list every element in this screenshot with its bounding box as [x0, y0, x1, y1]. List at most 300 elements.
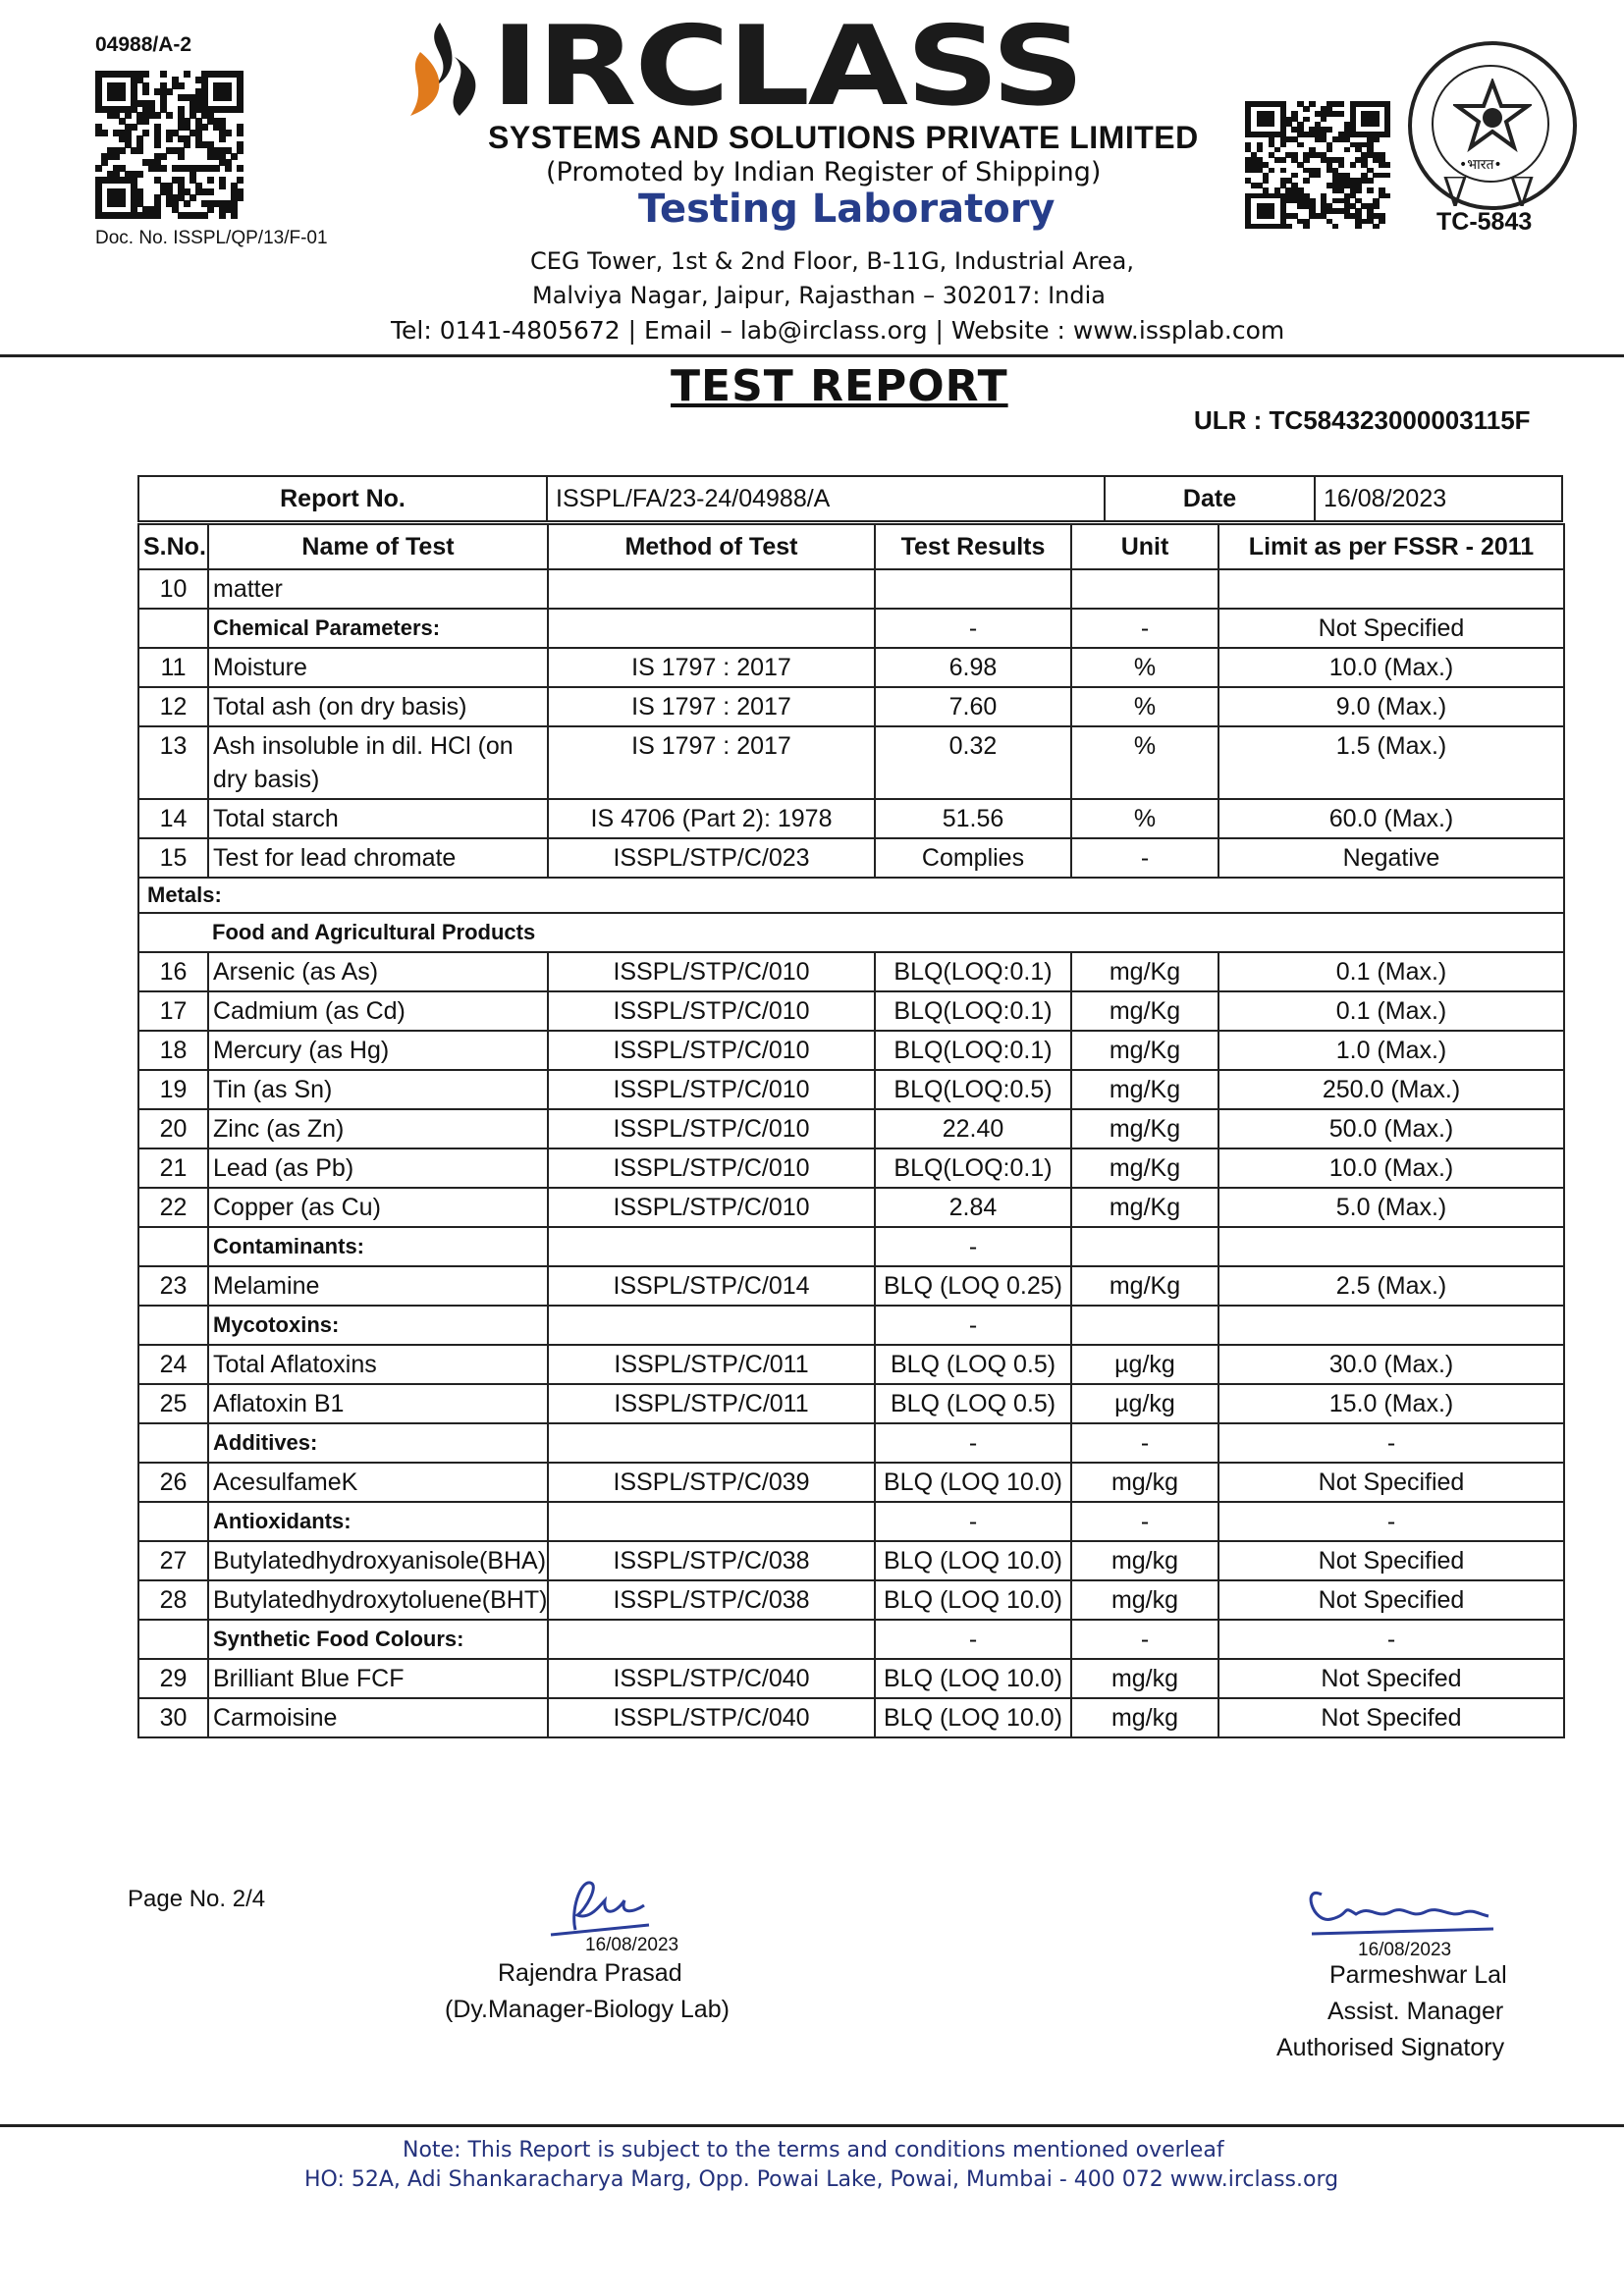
table-cell-name: Mercury (as Hg) — [208, 1031, 548, 1070]
table-cell-result: BLQ (LOQ 10.0) — [875, 1659, 1071, 1698]
table-cell-method: IS 1797 : 2017 — [548, 648, 875, 687]
table-cell-name: Carmoisine — [208, 1698, 548, 1737]
table-cell-unit: % — [1071, 648, 1218, 687]
table-cell-limit: Negative — [1218, 838, 1564, 878]
table-cell-method — [548, 1502, 875, 1541]
table-cell-unit: mg/Kg — [1071, 1070, 1218, 1109]
qr-module — [160, 71, 167, 78]
table-cell-method: ISSPL/STP/C/010 — [548, 1031, 875, 1070]
table-cell-limit: - — [1218, 1620, 1564, 1659]
table-cell-sno — [138, 1423, 208, 1463]
qr-module — [201, 212, 208, 219]
qr-module — [1263, 178, 1269, 184]
qr-module — [178, 82, 185, 89]
table-cell-name: Melamine — [208, 1266, 548, 1306]
category-row — [138, 1227, 1564, 1266]
qr-module — [1257, 147, 1263, 153]
qr-module — [219, 183, 226, 189]
qr-module — [219, 135, 226, 142]
table-cell-sno: 12 — [138, 687, 208, 726]
signatory2-designation: Assist. Manager — [1327, 1998, 1504, 2025]
table-cell-method: ISSPL/STP/C/010 — [548, 991, 875, 1031]
qr-module — [237, 177, 244, 184]
table-cell-result: - — [875, 1620, 1071, 1659]
qr-module — [1367, 178, 1373, 184]
table-cell-result: BLQ (LOQ 10.0) — [875, 1541, 1071, 1580]
table-cell-sno: 28 — [138, 1580, 208, 1620]
qr-module — [178, 153, 185, 160]
qr-module — [154, 141, 161, 148]
table-cell-name: Brilliant Blue FCF — [208, 1659, 548, 1698]
subsection-row — [138, 913, 1564, 952]
table-cell-unit — [1071, 1227, 1218, 1266]
table-cell-result: 2.84 — [875, 1188, 1071, 1227]
table-cell-result: 6.98 — [875, 648, 1071, 687]
signatory2-role: Authorised Signatory — [1276, 2034, 1505, 2061]
table-cell-method: ISSPL/STP/C/011 — [548, 1384, 875, 1423]
table-cell-name: Moisture — [208, 648, 548, 687]
qr-module — [1384, 173, 1390, 179]
qr-module — [1373, 136, 1379, 142]
table-cell-category: Additives: — [208, 1423, 548, 1463]
table-header-row — [138, 524, 1564, 569]
table-cell-limit: 1.5 (Max.) — [1218, 726, 1564, 799]
qr-module — [1280, 168, 1286, 174]
qr-code-right — [1245, 101, 1390, 229]
table-cell-sno: 11 — [138, 648, 208, 687]
table-cell-unit: % — [1071, 799, 1218, 838]
table-cell-name: Test for lead chromate — [208, 838, 548, 878]
table-row — [138, 1463, 1564, 1502]
table-row — [138, 1580, 1564, 1620]
table-cell-sno: 21 — [138, 1148, 208, 1188]
table-cell-unit — [1071, 569, 1218, 609]
qr-module — [166, 88, 173, 95]
table-row — [138, 1698, 1564, 1737]
table-cell-result: 51.56 — [875, 799, 1071, 838]
qr-module — [189, 194, 196, 201]
table-cell-limit: 60.0 (Max.) — [1218, 799, 1564, 838]
qr-module — [1291, 173, 1297, 179]
table-cell-name: AcesulfameK — [208, 1463, 548, 1502]
qr-module — [1355, 187, 1361, 193]
table-row — [138, 648, 1564, 687]
document-reference: 04988/A-2 — [95, 33, 192, 56]
category-row — [138, 1423, 1564, 1463]
qr-module — [1350, 162, 1356, 168]
table-cell-method: ISSPL/STP/C/010 — [548, 1148, 875, 1188]
flame-logo-icon — [401, 18, 489, 121]
table-row — [138, 687, 1564, 726]
table-cell-name: Copper (as Cu) — [208, 1188, 548, 1227]
table-cell-unit: mg/Kg — [1071, 1109, 1218, 1148]
table-cell-category: Contaminants: — [208, 1227, 548, 1266]
qr-module — [1384, 193, 1390, 199]
date-label: Date — [1105, 476, 1315, 521]
table-cell-sno — [138, 1306, 208, 1345]
qr-module — [1269, 122, 1274, 128]
table-cell-unit: mg/kg — [1071, 1659, 1218, 1698]
contact-line: Tel: 0141-4805672 | Email – lab@irclass.org | Website : www.issplab.com — [391, 316, 1285, 345]
qr-module — [219, 212, 226, 219]
table-cell-name: Tin (as Sn) — [208, 1070, 548, 1109]
qr-module — [231, 153, 238, 160]
document-number: Doc. No. ISSPL/QP/13/F-01 — [95, 228, 328, 248]
qr-module — [1321, 117, 1326, 123]
table-row — [138, 1070, 1564, 1109]
table-cell-limit — [1218, 1227, 1564, 1266]
qr-module — [101, 130, 108, 136]
table-cell-method: ISSPL/STP/C/010 — [548, 952, 875, 991]
table-cell-limit: 1.0 (Max.) — [1218, 1031, 1564, 1070]
table-cell-sno: 29 — [138, 1659, 208, 1698]
promoted-by: (Promoted by Indian Register of Shipping) — [546, 157, 1102, 187]
table-row — [138, 1659, 1564, 1698]
qr-module — [160, 153, 167, 160]
company-name: SYSTEMS AND SOLUTIONS PRIVATE LIMITED — [488, 120, 1199, 155]
table-cell-sno: 16 — [138, 952, 208, 991]
table-cell-method: ISSPL/STP/C/038 — [548, 1580, 875, 1620]
table-cell-name: Zinc (as Zn) — [208, 1109, 548, 1148]
table-cell-unit: mg/Kg — [1071, 952, 1218, 991]
table-cell-limit: 0.1 (Max.) — [1218, 991, 1564, 1031]
header-sno: S.No. — [138, 524, 208, 569]
table-cell-name: Butylatedhydroxytoluene(BHT) — [208, 1580, 548, 1620]
qr-code-left — [95, 71, 243, 218]
table-cell-sno: 10 — [138, 569, 208, 609]
table-cell-name: Ash insoluble in dil. HCl (on dry basis) — [208, 726, 548, 799]
qr-module — [225, 130, 232, 136]
header-method: Method of Test — [548, 524, 875, 569]
table-cell-sno — [138, 1620, 208, 1659]
qr-module — [1338, 101, 1344, 107]
table-cell-method — [548, 1423, 875, 1463]
table-cell-limit: 0.1 (Max.) — [1218, 952, 1564, 991]
qr-module — [201, 124, 208, 131]
section-row — [138, 878, 1564, 913]
header-divider — [0, 354, 1624, 357]
qr-module — [101, 159, 108, 166]
qr-module — [207, 177, 214, 184]
table-cell-method — [548, 609, 875, 648]
qr-module — [1303, 178, 1309, 184]
table-cell-result: Complies — [875, 838, 1071, 878]
head-office-address: HO: 52A, Adi Shankaracharya Marg, Opp. Powai Lake, Powai, Mumbai - 400 072 www.irclass.org — [304, 2167, 1339, 2192]
header-limit: Limit as per FSSR - 2011 — [1218, 524, 1564, 569]
table-row — [138, 952, 1564, 991]
table-cell-name: Total Aflatoxins — [208, 1345, 548, 1384]
qr-module — [1303, 224, 1309, 230]
qr-module — [136, 171, 143, 178]
table-row — [138, 1031, 1564, 1070]
signatory2-date: 16/08/2023 — [1358, 1940, 1452, 1960]
qr-module — [1373, 224, 1379, 230]
qr-module — [207, 188, 214, 195]
table-cell-unit: - — [1071, 609, 1218, 648]
table-cell-result: 0.32 — [875, 726, 1071, 799]
table-cell-method: ISSPL/STP/C/040 — [548, 1698, 875, 1737]
table-cell-unit: mg/kg — [1071, 1580, 1218, 1620]
seal-text: •भारत• — [1459, 157, 1502, 173]
qr-module — [142, 88, 149, 95]
qr-module — [125, 112, 132, 119]
qr-module — [160, 165, 167, 172]
table-cell-limit: Not Specifed — [1218, 1659, 1564, 1698]
qr-module — [1303, 117, 1309, 123]
qr-module — [237, 147, 244, 154]
qr-module — [119, 200, 126, 207]
table-cell-limit: Not Specified — [1218, 609, 1564, 648]
table-cell-sno: 26 — [138, 1463, 208, 1502]
table-cell-result: BLQ(LOQ:0.1) — [875, 1148, 1071, 1188]
qr-module — [166, 135, 173, 142]
seal-ribbon-icon — [1435, 177, 1542, 206]
table-cell-category: Chemical Parameters: — [208, 609, 548, 648]
qr-module — [1384, 162, 1390, 168]
table-cell-category: Mycotoxins: — [208, 1306, 548, 1345]
table-cell-unit: mg/Kg — [1071, 1148, 1218, 1188]
address-line-2: Malviya Nagar, Jaipur, Rajasthan – 302017: India — [532, 282, 1107, 309]
table-cell-name: Total starch — [208, 799, 548, 838]
table-cell-name: Cadmium (as Cd) — [208, 991, 548, 1031]
table-cell-name: Arsenic (as As) — [208, 952, 548, 991]
table-cell-result: BLQ (LOQ 0.5) — [875, 1345, 1071, 1384]
table-cell-limit: - — [1218, 1502, 1564, 1541]
lab-name: Testing Laboratory — [638, 187, 1056, 232]
table-cell-sno — [138, 1227, 208, 1266]
qr-module — [1338, 111, 1344, 117]
table-cell-limit: 2.5 (Max.) — [1218, 1266, 1564, 1306]
qr-module — [1315, 173, 1321, 179]
table-cell-method: ISSPL/STP/C/011 — [548, 1345, 875, 1384]
ulr-number: ULR : TC584323000003115F — [1194, 405, 1531, 435]
footer-divider — [0, 2124, 1624, 2127]
report-no-value: ISSPL/FA/23-24/04988/A — [547, 476, 1105, 521]
table-cell-result — [875, 569, 1071, 609]
table-cell-limit: 10.0 (Max.) — [1218, 648, 1564, 687]
table-row — [138, 1384, 1564, 1423]
qr-module — [1309, 101, 1315, 107]
qr-module — [142, 71, 149, 78]
table-cell-sno: 23 — [138, 1266, 208, 1306]
table-cell-unit: µg/kg — [1071, 1345, 1218, 1384]
table-cell-sno: 15 — [138, 838, 208, 878]
table-cell-unit: mg/kg — [1071, 1541, 1218, 1580]
table-cell-result: BLQ (LOQ 0.5) — [875, 1384, 1071, 1423]
table-cell-name: matter — [208, 569, 548, 609]
table-cell-name: Total ash (on dry basis) — [208, 687, 548, 726]
table-cell-limit: Not Specified — [1218, 1541, 1564, 1580]
section-title: Metals: — [138, 878, 1564, 913]
results-table — [137, 523, 1565, 1738]
category-row — [138, 1502, 1564, 1541]
table-cell-sno: 27 — [138, 1541, 208, 1580]
table-cell-result: - — [875, 1227, 1071, 1266]
table-cell-result: 7.60 — [875, 687, 1071, 726]
table-cell-method: ISSPL/STP/C/010 — [548, 1109, 875, 1148]
table-cell-method — [548, 569, 875, 609]
table-cell-limit — [1218, 1306, 1564, 1345]
qr-module — [166, 112, 173, 119]
category-row — [138, 609, 1564, 648]
report-no-label: Report No. — [138, 476, 547, 521]
table-cell-result: 22.40 — [875, 1109, 1071, 1148]
table-row — [138, 991, 1564, 1031]
table-cell-limit: 9.0 (Max.) — [1218, 687, 1564, 726]
table-cell-limit: - — [1218, 1423, 1564, 1463]
table-cell-name: Lead (as Pb) — [208, 1148, 548, 1188]
table-cell-unit: mg/kg — [1071, 1463, 1218, 1502]
table-cell-unit: % — [1071, 726, 1218, 799]
table-cell-method: IS 1797 : 2017 — [548, 726, 875, 799]
qr-module — [184, 71, 190, 78]
date-value: 16/08/2023 — [1315, 476, 1562, 521]
category-row — [138, 1620, 1564, 1659]
table-cell-sno: 13 — [138, 726, 208, 799]
table-row — [138, 838, 1564, 878]
table-cell-limit: Not Specified — [1218, 1580, 1564, 1620]
signatory1-date: 16/08/2023 — [585, 1935, 679, 1955]
table-cell-sno — [138, 1502, 208, 1541]
qr-module — [1303, 157, 1309, 163]
table-cell-sno: 18 — [138, 1031, 208, 1070]
star-emblem-icon — [1453, 79, 1532, 157]
table-cell-unit: - — [1071, 838, 1218, 878]
table-cell-method: ISSPL/STP/C/010 — [548, 1188, 875, 1227]
qr-module — [142, 130, 149, 136]
table-cell-result: BLQ(LOQ:0.5) — [875, 1070, 1071, 1109]
qr-module — [207, 206, 214, 213]
footer-note: Note: This Report is subject to the terms and conditions mentioned overleaf — [403, 2138, 1224, 2163]
qr-module — [225, 94, 232, 101]
table-cell-unit: mg/Kg — [1071, 1031, 1218, 1070]
report-info-table — [137, 475, 1563, 522]
table-cell-name: Aflatoxin B1 — [208, 1384, 548, 1423]
table-cell-result: BLQ(LOQ:0.1) — [875, 952, 1071, 991]
table-cell-result: BLQ (LOQ 10.0) — [875, 1580, 1071, 1620]
table-cell-limit: Not Specifed — [1218, 1698, 1564, 1737]
qr-module — [1338, 162, 1344, 168]
signatory1-name: Rajendra Prasad — [498, 1959, 682, 1987]
table-cell-result: - — [875, 609, 1071, 648]
table-cell-sno: 25 — [138, 1384, 208, 1423]
table-cell-limit: 15.0 (Max.) — [1218, 1384, 1564, 1423]
table-cell-limit: 30.0 (Max.) — [1218, 1345, 1564, 1384]
table-cell-result: - — [875, 1306, 1071, 1345]
table-cell-limit — [1218, 569, 1564, 609]
table-cell-unit: - — [1071, 1423, 1218, 1463]
table-cell-category: Antioxidants: — [208, 1502, 548, 1541]
table-row — [138, 1266, 1564, 1306]
qr-module — [1285, 224, 1291, 230]
signature-parmeshwar-lal — [1302, 1875, 1498, 1944]
table-cell-result: BLQ (LOQ 10.0) — [875, 1698, 1071, 1737]
irclass-logo — [401, 3, 1235, 131]
qr-module — [154, 212, 161, 219]
table-cell-method: ISSPL/STP/C/014 — [548, 1266, 875, 1306]
table-row — [138, 1148, 1564, 1188]
table-cell-unit: mg/Kg — [1071, 1266, 1218, 1306]
table-cell-unit: µg/kg — [1071, 1384, 1218, 1423]
table-cell-sno: 30 — [138, 1698, 208, 1737]
table-cell-unit: % — [1071, 687, 1218, 726]
address-line-1: CEG Tower, 1st & 2nd Floor, B-11G, Industrial Area, — [530, 247, 1134, 275]
table-cell-sno: 19 — [138, 1070, 208, 1109]
qr-module — [136, 147, 143, 154]
page-number: Page No. 2/4 — [128, 1886, 266, 1912]
table-row — [138, 1345, 1564, 1384]
table-cell-result: - — [875, 1423, 1071, 1463]
qr-module — [1326, 127, 1332, 133]
table-cell-name: Butylatedhydroxyanisole(BHA) — [208, 1541, 548, 1580]
qr-module — [1373, 122, 1379, 128]
table-row — [138, 799, 1564, 838]
table-cell-method: IS 1797 : 2017 — [548, 687, 875, 726]
qr-module — [231, 212, 238, 219]
header-result: Test Results — [875, 524, 1071, 569]
qr-module — [1269, 168, 1274, 174]
qr-module — [113, 153, 120, 160]
qr-module — [1367, 187, 1373, 193]
table-cell-sno: 22 — [138, 1188, 208, 1227]
qr-module — [237, 106, 244, 113]
qr-module — [1274, 147, 1280, 153]
qr-module — [184, 200, 190, 207]
table-cell-unit: mg/kg — [1071, 1698, 1218, 1737]
table-cell-method — [548, 1227, 875, 1266]
logo-wordmark: IRCLASS — [491, 3, 1083, 131]
table-row — [138, 726, 1564, 799]
table-cell-method — [548, 1306, 875, 1345]
qr-module — [1373, 203, 1379, 209]
table-cell-method: ISSPL/STP/C/010 — [548, 1070, 875, 1109]
qr-module — [213, 165, 220, 172]
qr-module — [1326, 147, 1332, 153]
table-row — [138, 1188, 1564, 1227]
table-cell-sno — [138, 609, 208, 648]
qr-module — [1297, 142, 1303, 148]
qr-module — [237, 194, 244, 201]
table-cell-result: - — [875, 1502, 1071, 1541]
table-cell-unit: mg/Kg — [1071, 991, 1218, 1031]
table-cell-method — [548, 1620, 875, 1659]
qr-module — [119, 94, 126, 101]
qr-module — [225, 165, 232, 172]
table-row — [138, 1541, 1564, 1580]
table-cell-unit: mg/Kg — [1071, 1188, 1218, 1227]
table-cell-method: ISSPL/STP/C/039 — [548, 1463, 875, 1502]
table-cell-sno: 17 — [138, 991, 208, 1031]
signatory1-designation: (Dy.Manager-Biology Lab) — [445, 1996, 730, 2023]
table-cell-limit: 250.0 (Max.) — [1218, 1070, 1564, 1109]
table-cell-limit: 50.0 (Max.) — [1218, 1109, 1564, 1148]
qr-module — [119, 147, 126, 154]
qr-module — [237, 130, 244, 136]
qr-module — [1303, 106, 1309, 112]
qr-module — [1344, 147, 1350, 153]
table-cell-result: BLQ(LOQ:0.1) — [875, 991, 1071, 1031]
qr-module — [95, 165, 102, 172]
qr-module — [142, 118, 149, 125]
accreditation-number: TC-5843 — [1436, 208, 1533, 236]
qr-module — [1379, 219, 1384, 225]
qr-module — [131, 124, 137, 131]
table-row — [138, 569, 1564, 609]
table-cell-result: BLQ(LOQ:0.1) — [875, 1031, 1071, 1070]
table-cell-sno: 14 — [138, 799, 208, 838]
table-cell-method: ISSPL/STP/C/040 — [548, 1659, 875, 1698]
table-cell-unit: - — [1071, 1502, 1218, 1541]
